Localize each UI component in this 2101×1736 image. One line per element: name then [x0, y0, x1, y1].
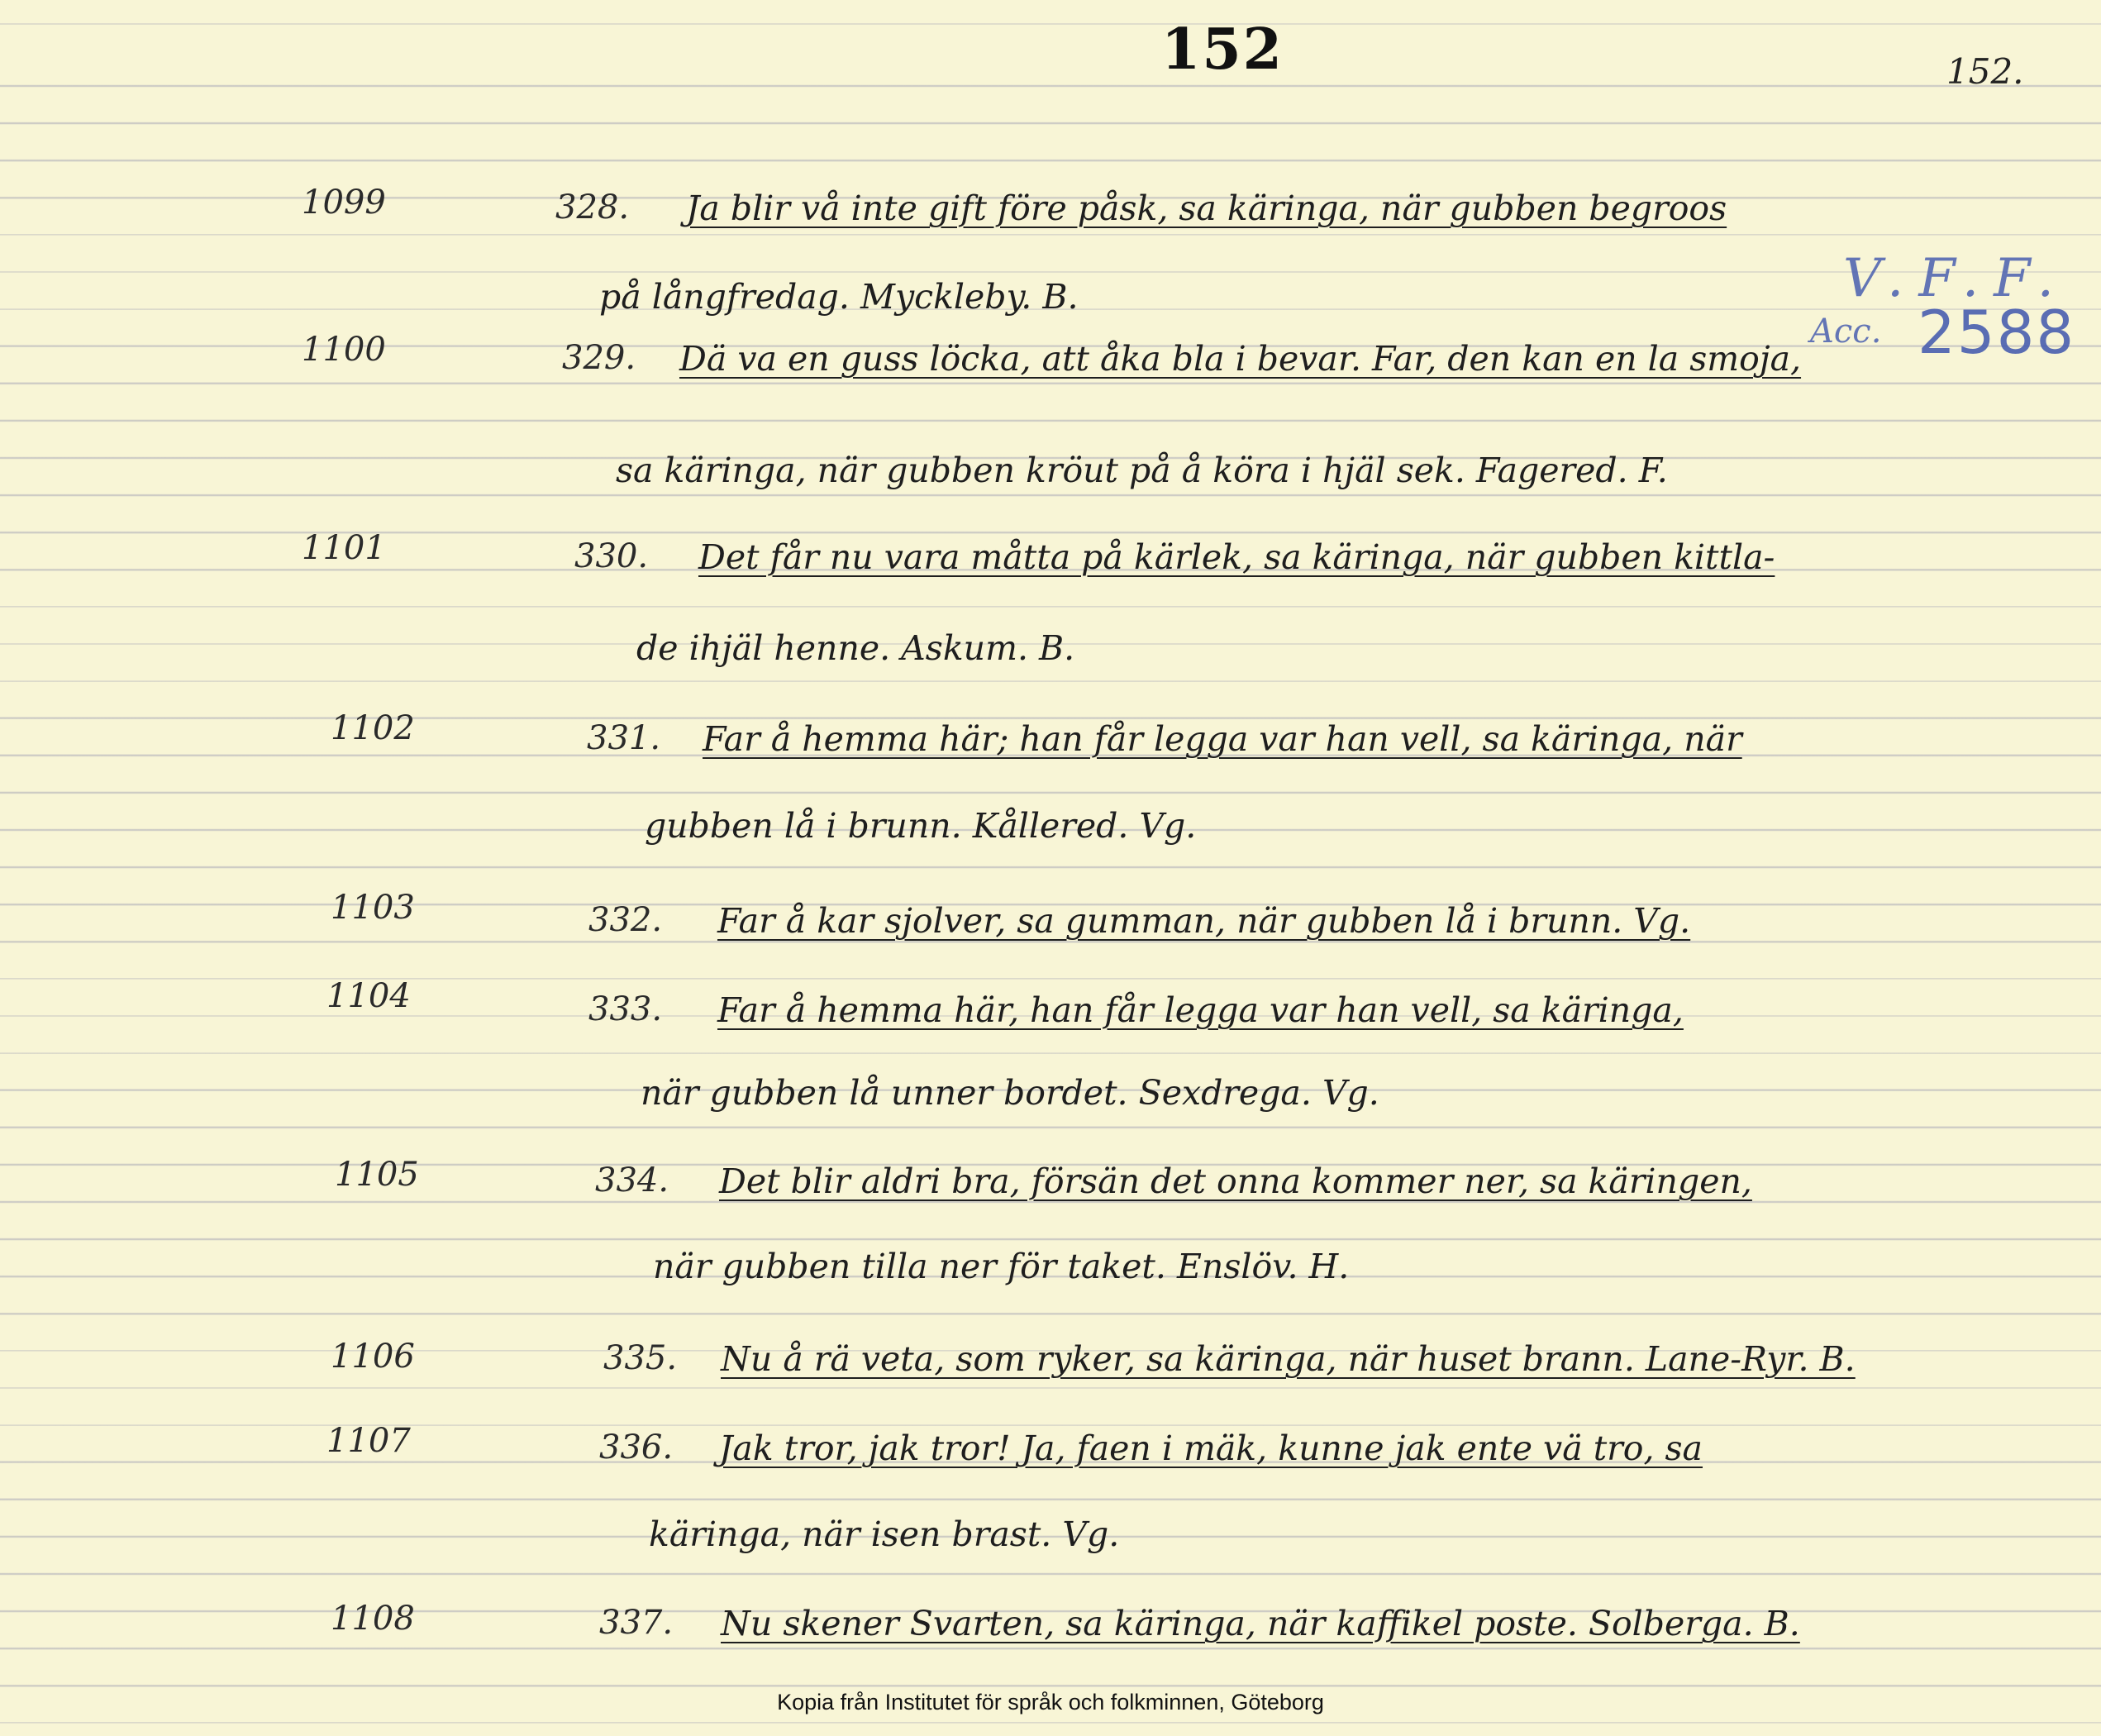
stamp-top-text: V.F.F. — [1843, 248, 2069, 309]
proverb-line: Far å hemma här, han får legga var han vell, sa käringa, — [717, 990, 1684, 1030]
entry-reference-number: 1101 — [302, 529, 386, 567]
stamp-accession-number: 2588 — [1918, 298, 2076, 367]
proverb-line: de ihjäl henne. Askum. B. — [636, 628, 1075, 668]
proverb-line: på långfredag. Myckleby. B. — [599, 277, 1079, 317]
proverb-line: gubben lå i brunn. Kållered. Vg. — [645, 806, 1197, 846]
archive-stamp — [1810, 248, 2091, 389]
entry-reference-number: 1100 — [302, 331, 386, 369]
entry-reference-number: 1099 — [302, 184, 386, 222]
proverb-line: när gubben tilla ner för taket. Enslöv. H. — [653, 1247, 1350, 1286]
entry-reference-number: 1104 — [326, 977, 411, 1015]
entry-reference-number: 1107 — [326, 1422, 411, 1460]
proverb-number: 336. — [599, 1428, 674, 1467]
proverb-line: Nu å rä veta, som ryker, sa käringa, när huset brann. Lane-Ryr. B. — [721, 1339, 1856, 1379]
entry-reference-number: 1108 — [331, 1600, 415, 1638]
proverb-number: 337. — [599, 1604, 674, 1642]
proverb-line: Jak tror, jak tror! Ja, faen i mäk, kunne jak ente vä tro, sa — [719, 1428, 1703, 1468]
entry-reference-number: 1105 — [335, 1156, 419, 1194]
proverb-number: 331. — [587, 719, 661, 757]
proverb-line: käringa, när isen brast. Vg. — [649, 1514, 1120, 1554]
proverb-line: sa käringa, när gubben kröut på å köra i hjäl sek. Fagered. F. — [616, 451, 1668, 490]
proverb-line: Ja blir vå inte gift före påsk, sa käringa, när gubben begroos — [686, 188, 1727, 228]
proverb-number: 334. — [595, 1161, 669, 1199]
stamp-acc-text: Acc. — [1810, 312, 1882, 351]
entry-reference-number: 1103 — [331, 889, 415, 927]
entry-reference-number: 1102 — [331, 709, 415, 747]
proverb-line: Far å kar sjolver, sa gumman, när gubben lå i brunn. Vg. — [717, 901, 1691, 941]
proverb-line: Det blir aldri bra, försän det onna kommer ner, sa käringen, — [719, 1161, 1752, 1201]
proverb-number: 335. — [603, 1339, 678, 1377]
proverb-number: 332. — [588, 901, 663, 939]
proverb-number: 328. — [555, 188, 630, 227]
page-header-number: 152 — [1161, 17, 1284, 83]
proverb-line: Nu skener Svarten, sa käringa, när kaffikel poste. Solberga. B. — [721, 1604, 1800, 1643]
proverb-number: 333. — [588, 990, 663, 1028]
corner-page-number: 152. — [1946, 51, 2024, 92]
proverb-line: när gubben lå unner bordet. Sexdrega. Vg. — [641, 1073, 1379, 1113]
proverb-line: Dä va en guss löcka, att åka bla i bevar. Far, den kan en la smoja, — [679, 339, 1802, 379]
entry-reference-number: 1106 — [331, 1338, 415, 1376]
proverb-line: Far å hemma här; han får legga var han vell, sa käringa, när — [703, 719, 1742, 759]
proverb-number: 329. — [562, 339, 636, 377]
proverb-line: Det får nu vara måtta på kärlek, sa käringa, när gubben kittla- — [698, 537, 1775, 577]
archive-footer-caption: Kopia från Institutet för språk och folkminnen, Göteborg — [777, 1690, 1324, 1715]
proverb-number: 330. — [574, 537, 649, 575]
